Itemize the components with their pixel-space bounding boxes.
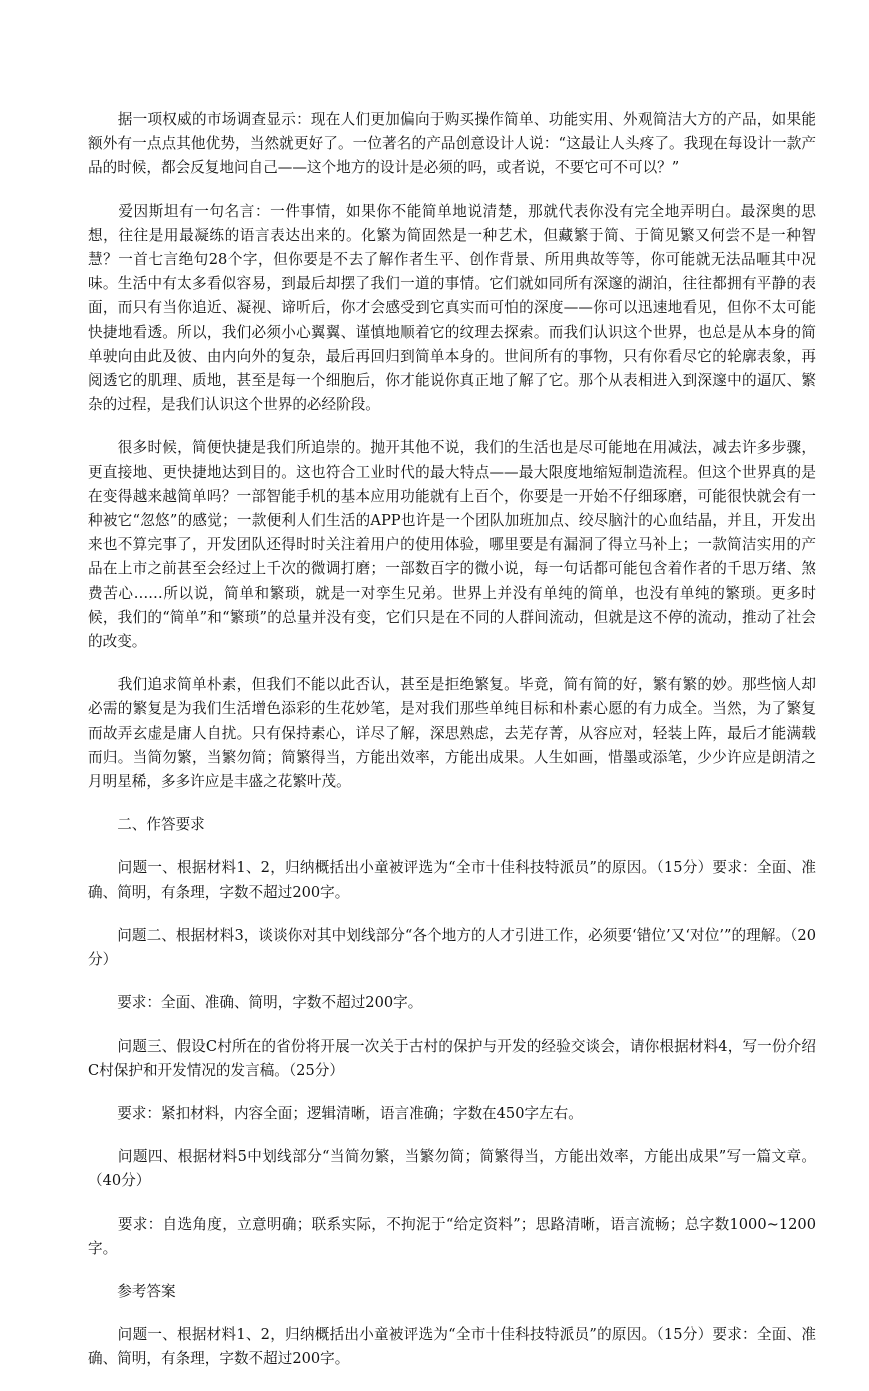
question-four: 问题四、根据材料5中划线部分“当简勿繁，当繁勿简；简繁得当，方能出效率，方能出成果”写一篇文章。（40分） — [88, 1148, 816, 1190]
question-four-requirement: 要求：自选角度，立意明确；联系实际，不拘泥于“给定资料”；思路清晰，语言流畅；总字数1000~1200字。 — [88, 1215, 816, 1257]
question-three-requirement: 要求：紧扣材料，内容全面；逻辑清晰，语言准确；字数在450字左右。 — [88, 1104, 583, 1122]
paragraph-market-survey: 据一项权威的市场调查显示：现在人们更加偏向于购买操作简单、功能实用、外观简洁大方的产品，如果能额外有一点点其他优势，当然就更好了。一位著名的产品创意设计人说：“这最让人头疼了。我现在每设计一款产品的时候，都会反复地问自己——这个地方的设计是必须的吗，或者说，不要它可不可以？” — [88, 111, 816, 177]
question-two: 问题二、根据材料3，谈谈你对其中划线部分“各个地方的人才引进工作，必须要‘错位’又‘对位’”的理解。（20分） — [88, 926, 816, 969]
question-three: 问题三、假设C村所在的省份将开展一次关于古村的保护与开发的经验交谈会，请你根据材料4，写一份介绍C村保护和开发情况的发言稿。（25分） — [88, 1037, 816, 1079]
question-one: 问题一、根据材料1、2，归纳概括出小童被评选为“全市十佳科技特派员”的原因。（15分）要求：全面、准确、简明，有条理，字数不超过200字。 — [88, 859, 816, 901]
answer-question-one: 问题一、根据材料1、2，归纳概括出小童被评选为“全市十佳科技特派员”的原因。（15分）要求：全面、准确、简明，有条理，字数不超过200字。 — [88, 1326, 816, 1368]
section-heading-requirements: 二、作答要求 — [88, 816, 205, 834]
question-two-requirement: 要求：全面、准确、简明，字数不超过200字。 — [88, 994, 423, 1012]
paragraph-simplicity: 很多时候，简便快捷是我们所追崇的。抛开其他不说，我们的生活也是尽可能地在用减法，减去许多步骤，更直接地、更快捷地达到目的。这也符合工业时代的最大特点——最大限度地缩短制造流程。但这个世界真的是在变得越来越简单吗？一部智能手机的基本应用功能就有上百个，你要是一开始不仔细琢磨，可能很快就会有一种被它“忽悠”的感觉；一款便利人们生活的APP也许是一个团队加班加点、绞尽脑汁的心血结晶，并且，开发出来也不算完事了，开发团队还得时时关注着用户的使用体验，哪里要是有漏洞了得立马补上；一款简洁实用的产品在上市之前甚至会经过上千次的微调打磨；一部数百字的微小说，每一句话都可能包含着作者的千思万绪、煞费苦心……所以说，简单和繁琐，就是一对孪生兄弟。世界上并没有单纯的简单，也没有单纯的繁琐。更多时候，我们的“简单”和“繁琐”的总量并没有变，它们只是在不同的人群间流动，但就是这不停的流动，推动了社会的改变。 — [88, 439, 816, 651]
section-heading-answers: 参考答案 — [88, 1282, 176, 1300]
document-page — [88, 108, 816, 1391]
paragraph-complexity: 我们追求简单朴素，但我们不能以此否认，甚至是拒绝繁复。毕竟，简有简的好，繁有繁的妙。那些恼人却必需的繁复是为我们生活增色添彩的生花妙笔，是对我们那些单纯目标和朴素心愿的有力成全。当然，为了繁复而故弄玄虚是庸人自扰。只有保持素心，详尽了解，深思熟虑，去芜存菁，从容应对，轻装上阵，最后才能满载而归。当简勿繁，当繁勿简；简繁得当，方能出效率，方能出成果。人生如画，惜墨或添笔，少少许应是朗清之月明星稀，多多许应是丰盛之花繁叶茂。 — [88, 676, 816, 791]
paragraph-einstein-quote: 爱因斯坦有一句名言：一件事情，如果你不能简单地说清楚，那就代表你没有完全地弄明白。最深奥的思想，往往是用最凝练的语言表达出来的。化繁为简固然是一种艺术，但藏繁于简、于简见繁又何尝不是一种智慧？一首七言绝句28个字，但你要是不去了解作者生平、创作背景、所用典故等等，你可能就无法品咂其中况味。生活中有太多看似容易，到最后却摆了我们一道的事情。它们就如同所有深邃的湖泊，往往都拥有平静的表面，而只有当你追近、凝视、谛听后，你才会感受到它真实而可怕的深度——你可以迅速地看见，但你不太可能快捷地看透。所以，我们必须小心翼翼、谨慎地顺着它的纹理去探索。而我们认识这个世界，也总是从本身的简单驶向由此及彼、由内向外的复杂，最后再回归到简单本身的。世间所有的事物，只有你看尽它的轮廓表象，再阅透它的肌理、质地，甚至是每一个细胞后，你才能说你真正地了解了它。那个从表相进入到深邃中的逼仄、繁杂的过程，是我们认识这个世界的必经阶段。 — [88, 202, 816, 414]
